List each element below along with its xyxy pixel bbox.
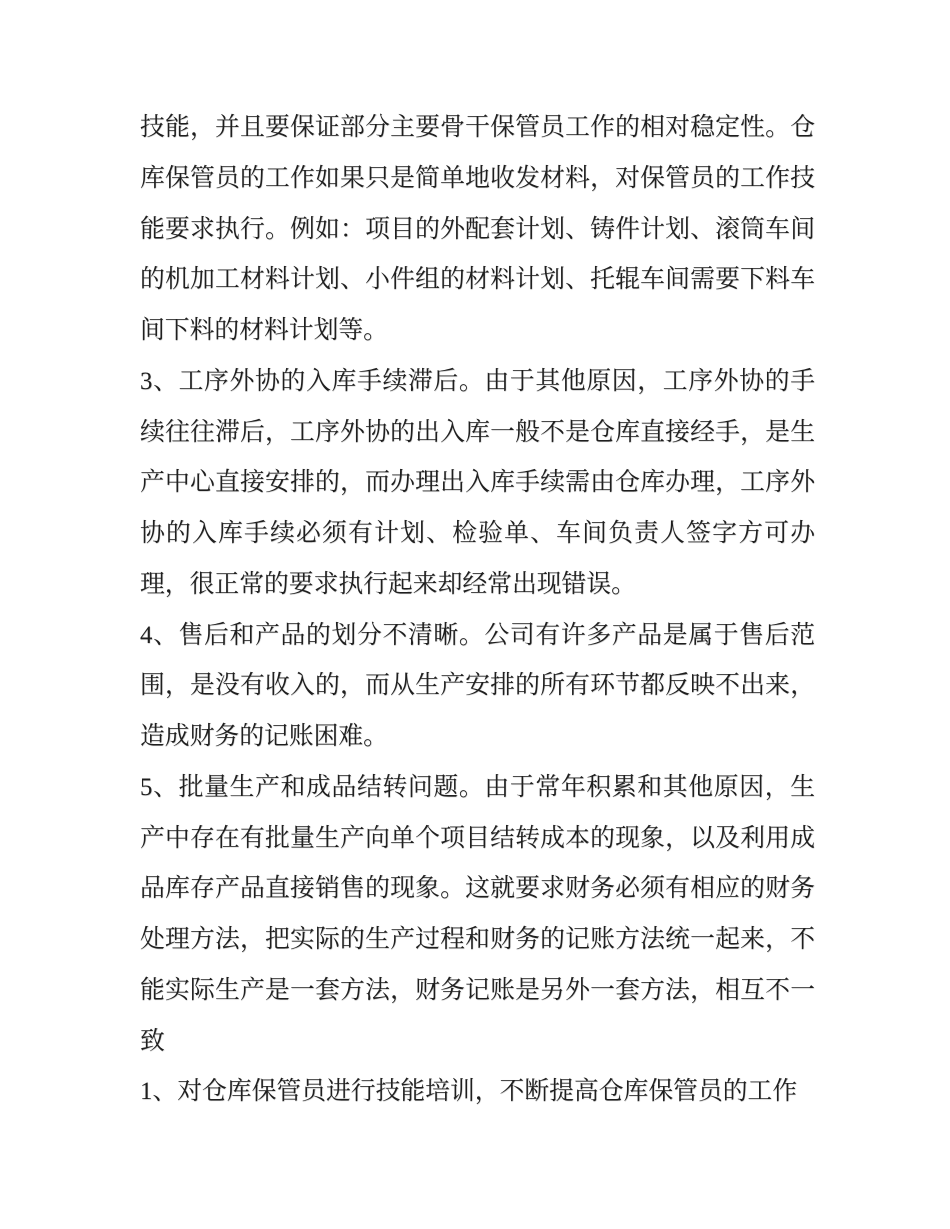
text-line: 产中心直接安排的，而办理出入库手续需由仓库办理，工序外 bbox=[140, 469, 815, 497]
text-line: 1、对仓库保管员进行技能培训，不断提高仓库保管员的工作 bbox=[140, 1078, 798, 1106]
text-line: 续往往滞后，工序外协的出入库一般不是仓库直接经手，是生 bbox=[140, 418, 815, 446]
text-line: 能实际生产是一套方法，财务记账是另外一套方法，相互不一 bbox=[140, 976, 815, 1004]
text-line: 库保管员的工作如果只是简单地收发材料，对保管员的工作技 bbox=[140, 164, 815, 192]
document-text-block bbox=[140, 103, 815, 1118]
text-line: 理，很正常的要求执行起来却经常出现错误。 bbox=[140, 570, 636, 598]
text-line: 围，是没有收入的，而从生产安排的所有环节都反映不出来， bbox=[140, 672, 815, 700]
text-line: 致 bbox=[140, 1027, 165, 1055]
text-line: 能要求执行。例如：项目的外配套计划、铸件计划、滚筒车间 bbox=[140, 215, 815, 243]
text-line: 4、售后和产品的划分不清晰。公司有许多产品是属于售后范 bbox=[140, 621, 815, 649]
text-line: 5、批量生产和成品结转问题。由于常年积累和其他原因，生 bbox=[140, 773, 815, 801]
text-line: 3、工序外协的入库手续滞后。由于其他原因，工序外协的手 bbox=[140, 367, 815, 395]
text-line: 处理方法，把实际的生产过程和财务的记账方法统一起来，不 bbox=[140, 926, 815, 953]
text-line: 的机加工材料计划、小件组的材料计划、托辊车间需要下料车 bbox=[140, 266, 815, 294]
text-line: 技能，并且要保证部分主要骨干保管员工作的相对稳定性。仓 bbox=[140, 114, 815, 141]
text-line: 造成财务的记账困难。 bbox=[140, 723, 388, 750]
text-line: 产中存在有批量生产向单个项目结转成本的现象，以及利用成 bbox=[140, 824, 815, 852]
text-line: 协的入库手续必须有计划、检验单、车间负责人签字方可办 bbox=[140, 520, 815, 547]
text-line: 品库存产品直接销售的现象。这就要求财务必须有相应的财务 bbox=[140, 875, 815, 903]
text-line: 间下料的材料计划等。 bbox=[140, 317, 388, 344]
